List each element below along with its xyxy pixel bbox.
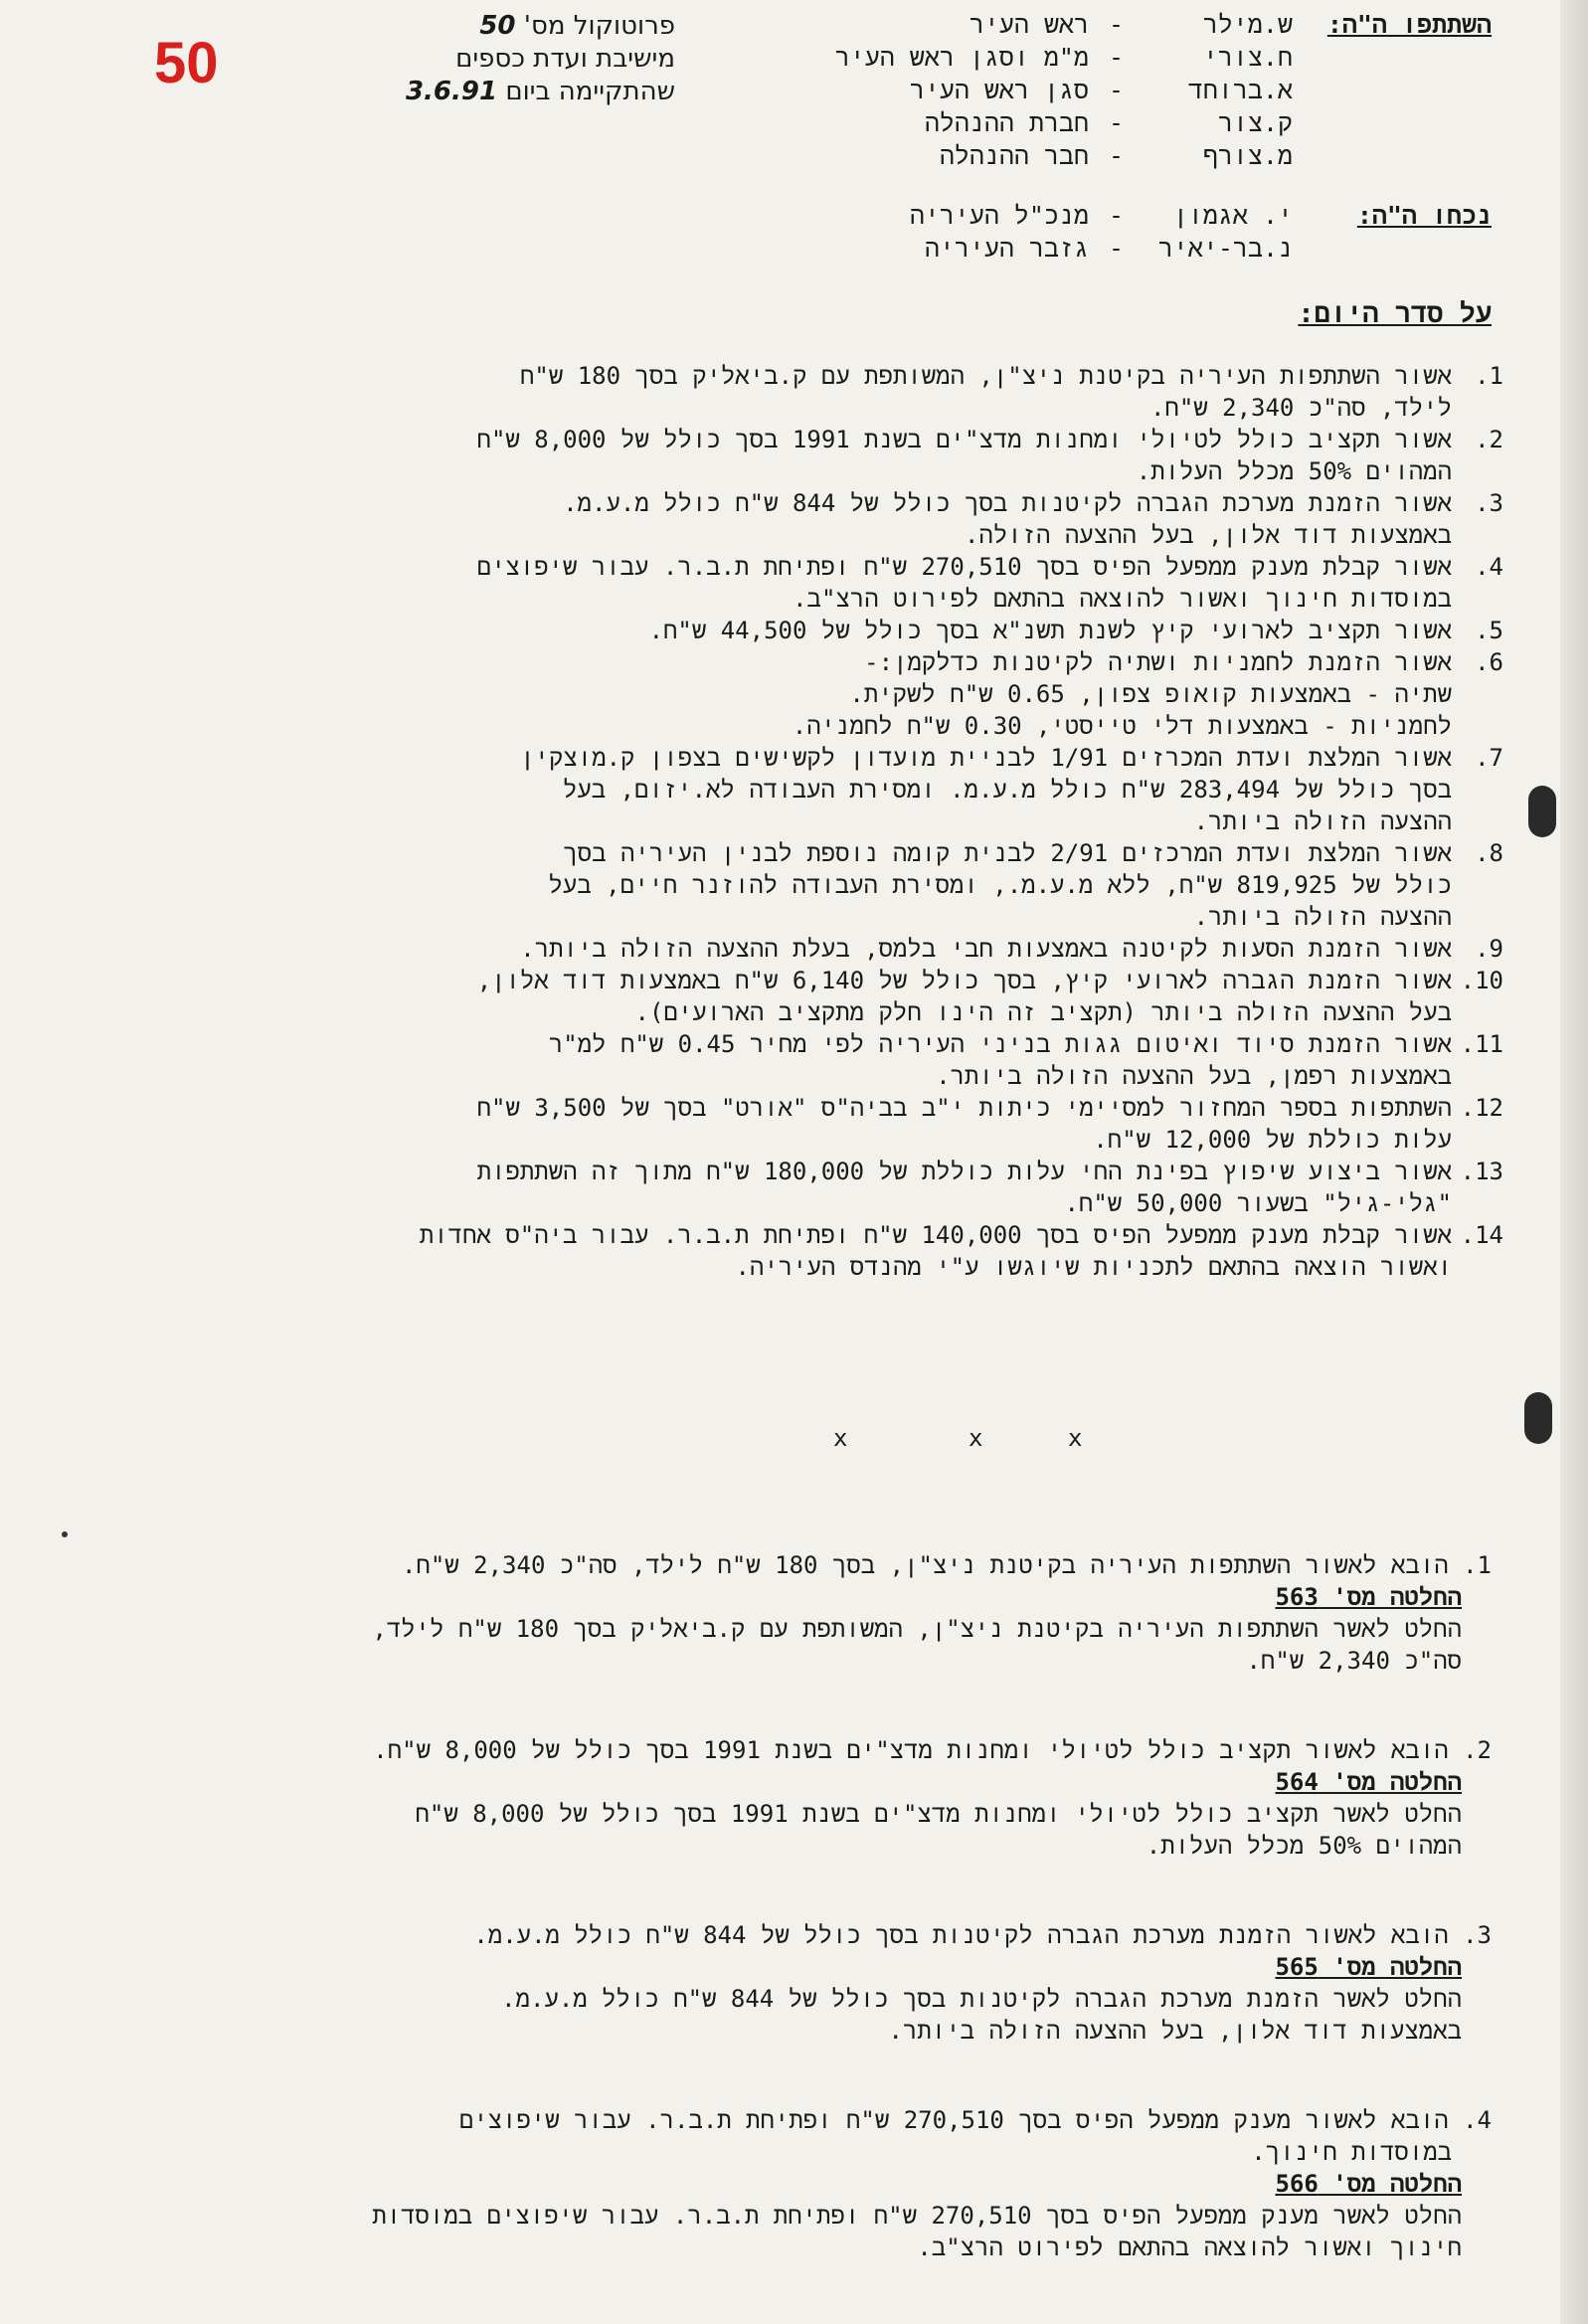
agenda-item-line: ההצעה הזולה ביותר. [1193, 903, 1452, 931]
decision-text-line: החלט לאשר השתתפות העיריה בקיטנת ניצ"ן, המשותפת עם ק.ביאליק בסך 180 ש"ח לילד, [372, 1615, 1462, 1643]
participant-role: סגן ראש העיר [909, 76, 1089, 104]
present-row [776, 199, 1492, 232]
agenda-item-line: אשור הזמנת הגברה לארועי קיץ, בסך כולל של 6,140 ש"ח באמצעות דוד אלון, [476, 967, 1452, 994]
agenda-item-number: 13. [1460, 1158, 1503, 1185]
present-header: נכחו ה"ה: [1356, 201, 1492, 230]
decisions-list [119, 1549, 1492, 2263]
agenda-item-line: שתיה - באמצעות קואופ צפון, 0.65 ש"ח לשקית. [849, 680, 1452, 708]
page-edge-shadow [1560, 0, 1588, 2324]
page-number-stamp: 50 [154, 31, 219, 95]
decision-text-line: המהוים 50% מכלל העלות. [1146, 1832, 1462, 1860]
agenda-item-number: 2. [1475, 426, 1503, 453]
agenda-list [139, 360, 1503, 1283]
agenda-title: על סדר היום: [1298, 298, 1492, 329]
dash: - [1108, 201, 1124, 230]
participant-role: חבר ההנהלה [939, 141, 1089, 170]
decision-text-line: החלט לאשר תקציב כולל לטיולי ומחנות מדצ"ים בשנת 1991 בסך כולל של 8,000 ש"ח [415, 1800, 1462, 1828]
participant-role: חברת ההנהלה [924, 108, 1089, 137]
decision-intro-line: 4. הובא לאשור מענק ממפעל הפיס בסך 270,510 ש"ח ופתיחת ת.ב.ר. עבור שיפוצים [458, 2106, 1492, 2134]
participant-row [776, 106, 1492, 139]
agenda-item-line: אשור ביצוע שיפוץ בפינת החי עלות כוללת של 180,000 ש"ח מתוך זה השתתפות [476, 1158, 1452, 1185]
participant-row [776, 41, 1492, 74]
agenda-item-line: כולל של 819,925 ש"ח, ללא מ.ע.מ., ומסירת העבודה להוזנר חיים, בעל [548, 871, 1452, 899]
agenda-item-line: אשור המלצת ועדת המכרזים 1/91 לבניית מועדון לקשישים בצפון ק.מוצקין [520, 744, 1452, 772]
agenda-item [139, 742, 1503, 837]
present-name: י. אגמון [1172, 201, 1293, 230]
decision-text-line: החלט לאשר מענק ממפעל הפיס בסך 270,510 ש"ח ופתיחת ת.ב.ר. עבור שיפוצים במוסדות [372, 2202, 1462, 2230]
participant-role: ראש העיר [969, 10, 1089, 39]
decision-item [119, 1919, 1492, 2047]
decision-intro-line: 3. הובא לאשור הזמנת מערכת הגברה לקיטנות בסך כולל של 844 ש"ח כולל מ.ע.מ. [473, 1921, 1492, 1949]
agenda-item-number: 1. [1475, 362, 1503, 390]
decision-number-label: החלטה מס' 565 [1275, 1953, 1462, 1981]
agenda-item-line: "גלי-גיל" בשעור 50,000 ש"ח. [1064, 1189, 1452, 1217]
present-row [776, 232, 1492, 265]
decision-number-label: החלטה מס' 564 [1275, 1768, 1462, 1796]
agenda-item-line: אשור השתתפות העיריה בקיטנת ניצ"ן, המשותפת עם ק.ביאליק בסך 180 ש"ח [520, 362, 1452, 390]
agenda-item-line: אשור הזמנת לחמניות ושתיה לקיטנות כדלקמן:- [864, 648, 1452, 676]
protocol-line-2: מישיבת ועדת כספים [455, 44, 675, 74]
agenda-item-line: אשור תקציב כולל לטיולי ומחנות מדצ"ים בשנת 1991 בסך כולל של 8,000 ש"ח [476, 426, 1452, 453]
agenda-item [139, 487, 1503, 551]
agenda-item-line: עלות כוללת של 12,000 ש"ח. [1093, 1126, 1452, 1154]
dash: - [1108, 43, 1124, 72]
agenda-item-number: 7. [1475, 744, 1503, 772]
agenda-item-line: השתתפות בספר המחזור למסיימי כיתות י"ב בביה"ס "אורט" בסך של 3,500 ש"ח [476, 1094, 1452, 1122]
decision-number-label: החלטה מס' 563 [1275, 1583, 1462, 1611]
participant-name: מ.צורף [1202, 141, 1293, 170]
agenda-item-number: 9. [1475, 935, 1503, 963]
agenda-item-number: 12. [1460, 1094, 1503, 1122]
agenda-item-line: לילד, סה"כ 2,340 ש"ח. [1149, 394, 1452, 422]
separator-mark: x [833, 1424, 848, 1452]
separator-mark: x [969, 1424, 983, 1452]
separator-mark: x [1068, 1424, 1083, 1452]
agenda-item [139, 615, 1503, 646]
protocol-line-3: שהתקיימה ביום 3.6.91 [405, 77, 675, 106]
agenda-item-line: אשור המלצת ועדת המרכזים 2/91 לבנית קומה נוספת לבנין העיריה בסך [563, 839, 1452, 867]
agenda-item-number: 11. [1460, 1030, 1503, 1058]
agenda-item [139, 1092, 1503, 1156]
agenda-item-line: אשור קבלת מענק ממפעל הפיס בסך 270,510 ש"ח ופתיחת ת.ב.ר. עבור שיפוצים [476, 553, 1452, 581]
participants-block [776, 8, 1492, 172]
agenda-item [139, 965, 1503, 1028]
agenda-item [139, 1156, 1503, 1219]
agenda-item-line: בעל ההצעה הזולה ביותר (תקציב זה הינו חלק מתקציב הארועים). [634, 998, 1452, 1026]
protocol-line-1: פרוטוקול מס' 50 [479, 11, 675, 41]
agenda-item-line: ההצעה הזולה ביותר. [1193, 807, 1452, 835]
agenda-item [139, 360, 1503, 424]
decision-intro-line: 2. הובא לאשור תקציב כולל לטיולי ומחנות מדצ"ים בשנת 1991 בסך כולל של 8,000 ש"ח. [373, 1736, 1492, 1764]
decision-item [119, 1734, 1492, 1862]
dash: - [1108, 76, 1124, 104]
agenda-item [139, 646, 1503, 742]
agenda-item-line: באמצעות רפמן, בעל ההצעה הזולה ביותר. [936, 1062, 1452, 1090]
decision-number-label: החלטה מס' 566 [1275, 2170, 1462, 2198]
agenda-item [139, 1028, 1503, 1092]
agenda-item-line: בסך כולל של 283,494 ש"ח כולל מ.ע.מ. ומסירת העבודה לא.יזום, בעל [562, 776, 1452, 804]
agenda-item-line: במוסדות חינוך ואשור להוצאה בהתאם לפירוט הרצ"ב. [793, 585, 1452, 613]
decision-item [119, 2104, 1492, 2263]
agenda-item-number: 6. [1475, 648, 1503, 676]
participant-role: מ"מ וסגן ראש העיר [834, 43, 1089, 72]
decision-text-line: סה"כ 2,340 ש"ח. [1246, 1647, 1462, 1675]
decision-intro-line: במוסדות חינוך. [1251, 2138, 1452, 2166]
participant-row [776, 8, 1492, 41]
agenda-item-line: לחמניות - באמצעות דלי טייסטי, 0.30 ש"ח לחמניה. [792, 712, 1452, 740]
decision-text-line: חינוך ואשור להוצאה בהתאם לפירוט הרצ"ב. [917, 2234, 1462, 2261]
participant-row [776, 74, 1492, 106]
decision-text-line: באמצעות דוד אלון, בעל ההצעה הזולה ביותר. [888, 2017, 1462, 2045]
present-name: נ.בר-יאיר [1157, 234, 1293, 263]
agenda-item [139, 424, 1503, 487]
agenda-item-number: 10. [1460, 967, 1503, 994]
participant-row [776, 139, 1492, 172]
agenda-item-line: באמצעות דוד אלון, בעל ההצעה הזולה. [964, 521, 1452, 549]
agenda-item [139, 837, 1503, 933]
protocol-header [406, 10, 675, 108]
agenda-item-line: אשור הזמנת הסעות לקיטנה באמצעות חבי בלמס, בעלת ההצעה הזולה ביותר. [520, 935, 1452, 963]
scan-speck [62, 1531, 68, 1537]
decision-item [119, 1549, 1492, 1677]
agenda-item-line: ואשור הוצאה בהתאם לתכניות שיוגשו ע"י מהנדס העיריה. [735, 1253, 1452, 1281]
agenda-item-line: המהוים 50% מכלל העלות. [1136, 457, 1452, 485]
participant-name: ח.צורי [1202, 43, 1293, 72]
agenda-item-number: 4. [1475, 553, 1503, 581]
agenda-item [139, 933, 1503, 965]
agenda-item-number: 14. [1460, 1221, 1503, 1249]
dash: - [1108, 234, 1124, 263]
dash: - [1108, 141, 1124, 170]
present-block [776, 199, 1492, 265]
decision-intro-line: 1. הובא לאשור השתתפות העיריה בקיטנת ניצ"ן, בסך 180 ש"ח לילד, סה"כ 2,340 ש"ח. [401, 1551, 1492, 1579]
participant-name: ק.צור [1217, 108, 1293, 137]
agenda-item-line: אשור הזמנת סיוד ואיטום גגות בניני העיריה לפי מחיר 0.45 ש"ח למ"ר [548, 1030, 1452, 1058]
agenda-item-line: אשור תקציב לארועי קיץ לשנת תשנ"א בסך כולל של 44,500 ש"ח. [648, 617, 1452, 644]
dash: - [1108, 108, 1124, 137]
agenda-item-line: אשור קבלת מענק ממפעל הפיס בסך 140,000 ש"ח ופתיחת ת.ב.ר. עבור ביה"ס אחדות [419, 1221, 1452, 1249]
agenda-item-number: 8. [1475, 839, 1503, 867]
binder-hole-mark [1528, 786, 1556, 837]
decision-text-line: החלט לאשר הזמנת מערכת הגברה לקיטנות בסך כולל של 844 ש"ח כולל מ.ע.מ. [501, 1985, 1462, 2013]
present-role: מנכ"ל העיריה [909, 201, 1089, 230]
agenda-item-line: אשור הזמנת מערכת הגברה לקיטנות בסך כולל של 844 ש"ח כולל מ.ע.מ. [563, 489, 1452, 517]
dash: - [1108, 10, 1124, 39]
present-role: גזבר העיריה [924, 234, 1089, 263]
agenda-item [139, 551, 1503, 615]
agenda-item [139, 1219, 1503, 1283]
participant-name: ש.מילר [1202, 10, 1293, 39]
agenda-item-number: 3. [1475, 489, 1503, 517]
participant-name: א.ברוחד [1187, 76, 1293, 104]
agenda-item-number: 5. [1475, 617, 1503, 644]
participants-header: השתתפו ה"ה: [1326, 10, 1492, 39]
section-separator [0, 1424, 1588, 1454]
